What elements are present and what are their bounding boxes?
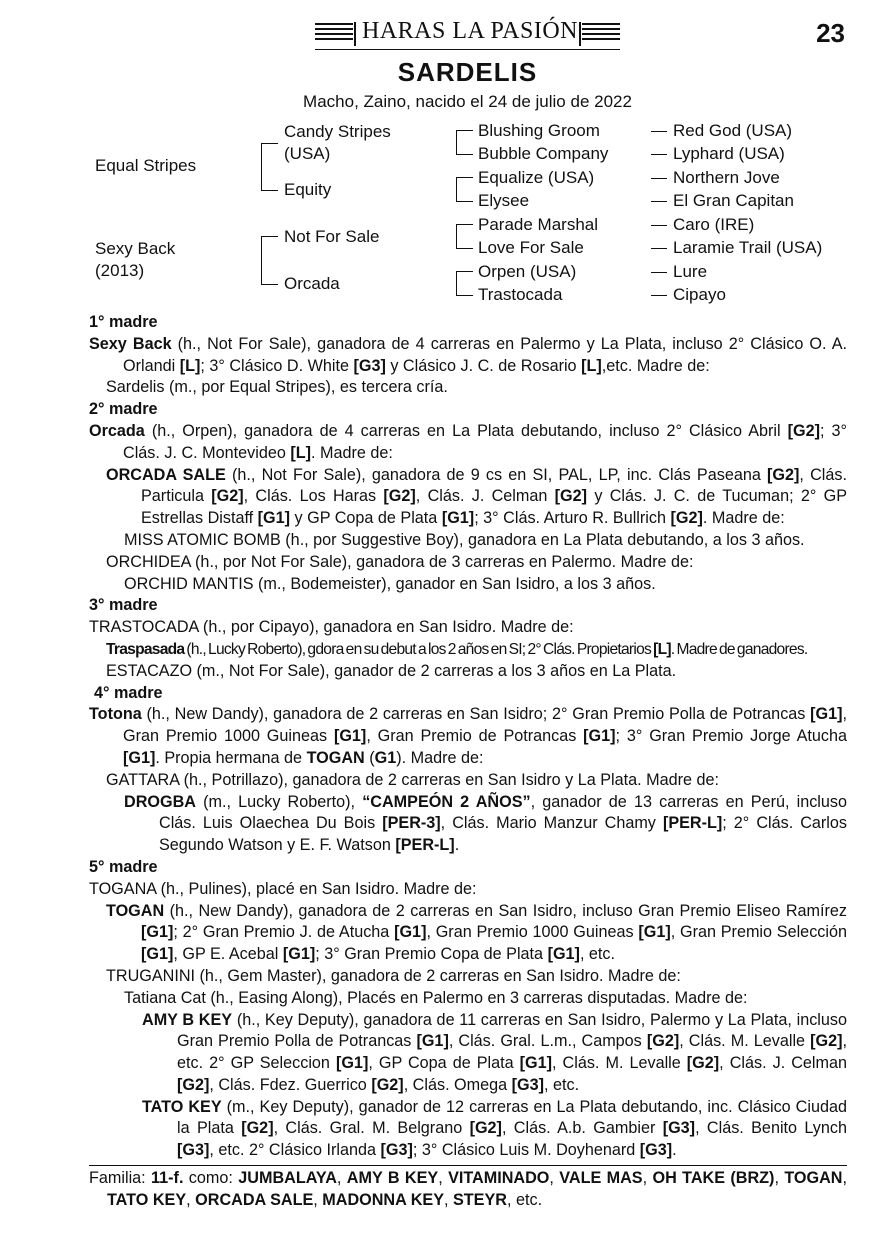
pedigree-dam-year: (2013) — [95, 261, 145, 280]
bold-run: [G1] — [141, 945, 174, 964]
bold-run: Sexy Back — [89, 334, 172, 353]
bold-run: [G2] — [787, 421, 820, 440]
bold-run: [G3] — [639, 1141, 673, 1160]
entry-tatiana-cat: Tatiana Cat (h., Easing Along), Placés en Palermo en 3 carreras disputadas. Madre de: — [124, 988, 748, 1007]
bold-run: STEYR — [453, 1190, 507, 1209]
bold-run: 11-f. — [151, 1169, 184, 1188]
pedigree-gen4-6: Laramie Trail (USA) — [673, 238, 823, 257]
brand-bars-left-icon — [315, 23, 353, 43]
bold-run: [G2] — [371, 1075, 404, 1094]
family-note: Familia: 11-f. como: JUMBALAYA, AMY B KEY, VITAMINADO, VALE MAS, OH TAKE (BRZ), TOGAN, TATO KEY, ORCADA SALE, MADONNA KEY, STEYR, etc. — [89, 1165, 847, 1212]
entry-orchidea: ORCHIDEA (h., por Not For Sale), ganadora de 3 carreras en Palermo. Madre de: — [106, 552, 694, 571]
bold-run: [G2] — [646, 1032, 680, 1051]
bold-run: ORCADA SALE — [106, 465, 226, 484]
entry-orcada: Orcada (h., Orpen), ganadora de 4 carreras en La Plata debutando, incluso 2° Clásico Abril [G2]; 3° Clás. J. C. Montevideo [L]. Madre de: — [89, 421, 847, 462]
entry-drogba: DROGBA (m., Lucky Roberto), “CAMPEÓN 2 AÑOS”, ganador de 13 carreras en Perú, incluso Clás. Luis Olaechea Du Bois [PER-3], Clás. Mario Manzur Chamy [PER-L]; 2° Clás. Carlos Segundo Watson y E. F. Watson [PER-L]. — [124, 792, 848, 855]
bold-run: [G1] — [335, 1054, 369, 1073]
pedigree-gen3-5: Parade Marshal — [478, 215, 599, 234]
pedigree-dash — [651, 131, 667, 132]
maternal-family-text — [89, 312, 847, 1212]
entry-orcada-sale: ORCADA SALE (h., Not For Sale), ganadora de 9 cs en SI, PAL, LP, inc. Clás Paseana [G2], Clás. Particula [G2], Clás. Los Haras [G2], Clás. J. Celman [G2] y Clás. J. C. de Tucuman; 2° GP Estrellas Distaff [G1] y GP Copa de Plata [G1]; 3° Clás. Arturo R. Bullrich [G2]. Madre de: — [106, 465, 847, 528]
pedigree-dash — [651, 225, 667, 226]
bold-run: Traspasada — [106, 640, 185, 658]
bold-run: [G2] — [686, 1054, 720, 1073]
entry-amy-b-key: AMY B KEY (h., Key Deputy), ganadora de 11 carreras en San Isidro, Palermo y La Plata, incluso Gran Premio Polla de Potrancas [G1], Clás. Gral. L.m., Campos [G2], Clás. M. Levalle [G2], etc. 2° GP Seleccion [G1], GP Copa de Plata [G1], Clás. M. Levalle [G2], Clás. J. Celman [G2], Clás. Fdez. Guerrico [G2], Clás. Omega [G3], etc. — [142, 1010, 847, 1094]
bold-run: MADONNA KEY — [322, 1190, 444, 1209]
pedigree-gen4-2: Lyphard (USA) — [673, 144, 785, 163]
page-number: 23 — [816, 18, 845, 48]
pedigree-gen3-7: Orpen (USA) — [478, 262, 577, 281]
bold-run: AMY B KEY — [142, 1010, 233, 1029]
pedigree-gen3-4: Elysee — [478, 191, 530, 210]
pedigree-bracket — [456, 130, 473, 155]
bold-run: TOGAN — [306, 748, 365, 767]
bold-run: [G1] — [638, 923, 671, 942]
pedigree-gen3-2: Bubble Company — [478, 144, 609, 163]
bold-run: [L] — [290, 443, 312, 462]
bold-run: TOGAN — [106, 901, 165, 920]
bold-run: Orcada — [89, 421, 145, 440]
entry-trastocada: TRASTOCADA (h., por Cipayo), ganadora en San Isidro. Madre de: — [89, 618, 574, 637]
pedigree-bracket — [261, 236, 278, 285]
brand-header — [315, 14, 620, 52]
section-heading-4: 4° madre — [94, 683, 163, 702]
bold-run: AMY B KEY — [346, 1169, 439, 1188]
pedigree-gen4-4: El Gran Capitan — [673, 191, 794, 210]
bold-run: [L] — [581, 356, 602, 375]
horse-name: SARDELIS — [397, 57, 538, 87]
pedigree-gen3-6: Love For Sale — [478, 238, 584, 257]
pedigree-gen4-1: Red God (USA) — [673, 121, 793, 140]
pedigree-gen4-8: Cipayo — [673, 285, 726, 304]
bold-run: [G1] — [333, 727, 367, 746]
pedigree-dash — [651, 178, 667, 179]
pedigree-dash — [651, 295, 667, 296]
pedigree-sire: Equal Stripes — [95, 156, 197, 175]
pedigree-gen3-3: Equalize (USA) — [478, 168, 595, 187]
section-heading-2: 2° madre — [89, 400, 158, 419]
bold-run: [G1] — [282, 945, 316, 964]
bold-run: [G1] — [583, 727, 616, 746]
pedigree-gen4-7: Lure — [673, 262, 708, 281]
entry-orchid-mantis: ORCHID MANTIS (m., Bodemeister), ganador en San Isidro, a los 3 años. — [124, 574, 656, 593]
pedigree-dash — [651, 154, 667, 155]
entry-togana: TOGANA (h., Pulines), placé en San Isidro. Madre de: — [89, 879, 477, 898]
bold-run: [PER-3] — [382, 814, 441, 833]
entry-sardelis: Sardelis (m., por Equal Stripes), es tercera cría. — [106, 378, 448, 397]
bold-run: [PER-L] — [662, 814, 723, 833]
entry-sexy-back: Sexy Back (h., Not For Sale), ganadora de 4 carreras en Palermo y La Plata, incluso 2° Clásico O. A. Orlandi [L]; 3° Clásico D. White [G3] y Clásico J. C. de Rosario [L],etc. Madre de: — [89, 334, 847, 375]
pedigree-gen3-1: Blushing Groom — [478, 121, 600, 140]
bold-run: [PER-L] — [395, 836, 455, 855]
bold-run: Totona — [89, 705, 142, 724]
bold-run: [G3] — [511, 1075, 545, 1094]
bold-run: DROGBA — [124, 792, 196, 811]
pedigree-sire-sire-line1: Candy Stripes — [284, 122, 391, 141]
bold-run: [G2] — [469, 1119, 502, 1138]
bold-run: [G2] — [383, 487, 416, 506]
bold-run: TATO KEY — [107, 1190, 187, 1209]
pedigree-gen3-8: Trastocada — [478, 285, 563, 304]
entry-tato-key: TATO KEY (m., Key Deputy), ganador de 12 carreras en La Plata debutando, inc. Clásico Ciudad la Plata [G2], Clás. Gral. M. Belgrano [G2], Clás. A.b. Gambier [G3], Clás. Benito Lynch [G3], etc. 2° Clásico Irlanda [G3]; 3° Clásico Luis M. Doyhenard [G3]. — [142, 1097, 847, 1160]
bold-run: ORCADA SALE — [195, 1190, 314, 1209]
entry-traspasada: Traspasada (h., Lucky Roberto), gdora en su debut a los 2 años en SI; 2° Clás. Propietarios [L]. Madre de ganadores. — [106, 640, 808, 658]
bold-run: [G3] — [380, 1141, 413, 1160]
bold-run: [G1] — [416, 1032, 449, 1051]
bold-run: [G2] — [554, 487, 588, 506]
bold-run: [G1] — [257, 509, 291, 528]
bold-run: [L] — [653, 640, 671, 658]
pedigree-dash — [651, 201, 667, 202]
brand-name: HARAS LA PASIÓN — [362, 18, 578, 44]
pedigree-sire-sire-line2: (USA) — [284, 144, 331, 163]
bold-run: JUMBALAYA — [238, 1169, 337, 1188]
bold-run: [G2] — [810, 1032, 843, 1051]
bold-run: [G3] — [353, 356, 386, 375]
bold-run: [G2] — [211, 487, 244, 506]
horse-description: Macho, Zaino, nacido el 24 de julio de 2022 — [303, 92, 632, 111]
bold-run: [G1] — [810, 705, 843, 724]
bold-run: [G1] — [141, 923, 174, 942]
brand-bars-right-icon — [582, 23, 620, 43]
bold-run: “CAMPEÓN 2 AÑOS” — [362, 792, 531, 811]
pedigree-dam-name: Sexy Back — [95, 239, 176, 258]
bold-run: [G1] — [441, 509, 475, 528]
pedigree-dash — [651, 248, 667, 249]
pedigree-gen4-3: Northern Jove — [673, 168, 780, 187]
pedigree-bracket — [261, 143, 278, 191]
bold-run: [G2] — [670, 509, 703, 528]
pedigree-gen4-5: Caro (IRE) — [673, 215, 755, 234]
section-heading-5: 5° madre — [89, 857, 158, 876]
bold-run: [G3] — [177, 1141, 210, 1160]
bold-run: [G2] — [177, 1075, 210, 1094]
pedigree-dash — [651, 272, 667, 273]
pedigree-bracket — [456, 271, 473, 296]
bold-run: OH TAKE (BRZ) — [652, 1169, 775, 1188]
bold-run: [L] — [179, 356, 201, 375]
bold-run: VALE MAS — [559, 1169, 643, 1188]
bold-run: [G1] — [123, 748, 156, 767]
bold-run: [G1] — [547, 945, 580, 964]
pedigree-dam-dam: Orcada — [284, 274, 340, 293]
bold-run: G1 — [374, 748, 397, 767]
bold-run: [G2] — [767, 465, 800, 484]
section-heading-3: 3° madre — [89, 596, 158, 615]
pedigree-bracket — [456, 177, 473, 202]
pedigree-bracket — [456, 224, 473, 249]
bold-run: TATO KEY — [142, 1097, 222, 1116]
bold-run: [G1] — [519, 1054, 553, 1073]
pedigree-dam-sire: Not For Sale — [284, 227, 380, 246]
bold-run: TOGAN — [784, 1169, 843, 1188]
entry-totona: Totona (h., New Dandy), ganadora de 2 carreras en San Isidro; 2° Gran Premio Polla de Potrancas [G1], Gran Premio 1000 Guineas [G1], Gran Premio de Potrancas [G1]; 3° Gran Premio Jorge Atucha [G1]. Propia hermana de TOGAN (G1). Madre de: — [89, 705, 847, 767]
bold-run: [G3] — [662, 1119, 696, 1138]
pedigree-sire-dam: Equity — [284, 180, 332, 199]
entry-truganini: TRUGANINI (h., Gem Master), ganadora de 2 carreras en San Isidro. Madre de: — [106, 966, 681, 985]
entry-estacazo: ESTACAZO (m., Not For Sale), ganador de 2 carreras a los 3 años en La Plata. — [106, 661, 677, 680]
entry-togan: TOGAN (h., New Dandy), ganadora de 2 carreras en San Isidro, incluso Gran Premio Eliseo Ramírez [G1]; 2° Gran Premio J. de Atucha [G1], Gran Premio 1000 Guineas [G1], Gran Premio Selección [G1], GP E. Acebal [G1]; 3° Gran Premio Copa de Plata [G1], etc. — [106, 901, 847, 964]
bold-run: VITAMINADO — [448, 1169, 550, 1188]
bold-run: [G2] — [241, 1119, 274, 1138]
bold-run: [G1] — [394, 923, 427, 942]
entry-gattara: GATTARA (h., Potrillazo), ganadora de 2 carreras en San Isidro y La Plata. Madre de: — [106, 770, 720, 789]
entry-miss-atomic-bomb: MISS ATOMIC BOMB (h., por Suggestive Boy), ganadora en La Plata debutando, a los 3 años. — [124, 530, 805, 549]
section-heading-1: 1° madre — [89, 313, 158, 331]
brand-underline — [315, 49, 620, 51]
